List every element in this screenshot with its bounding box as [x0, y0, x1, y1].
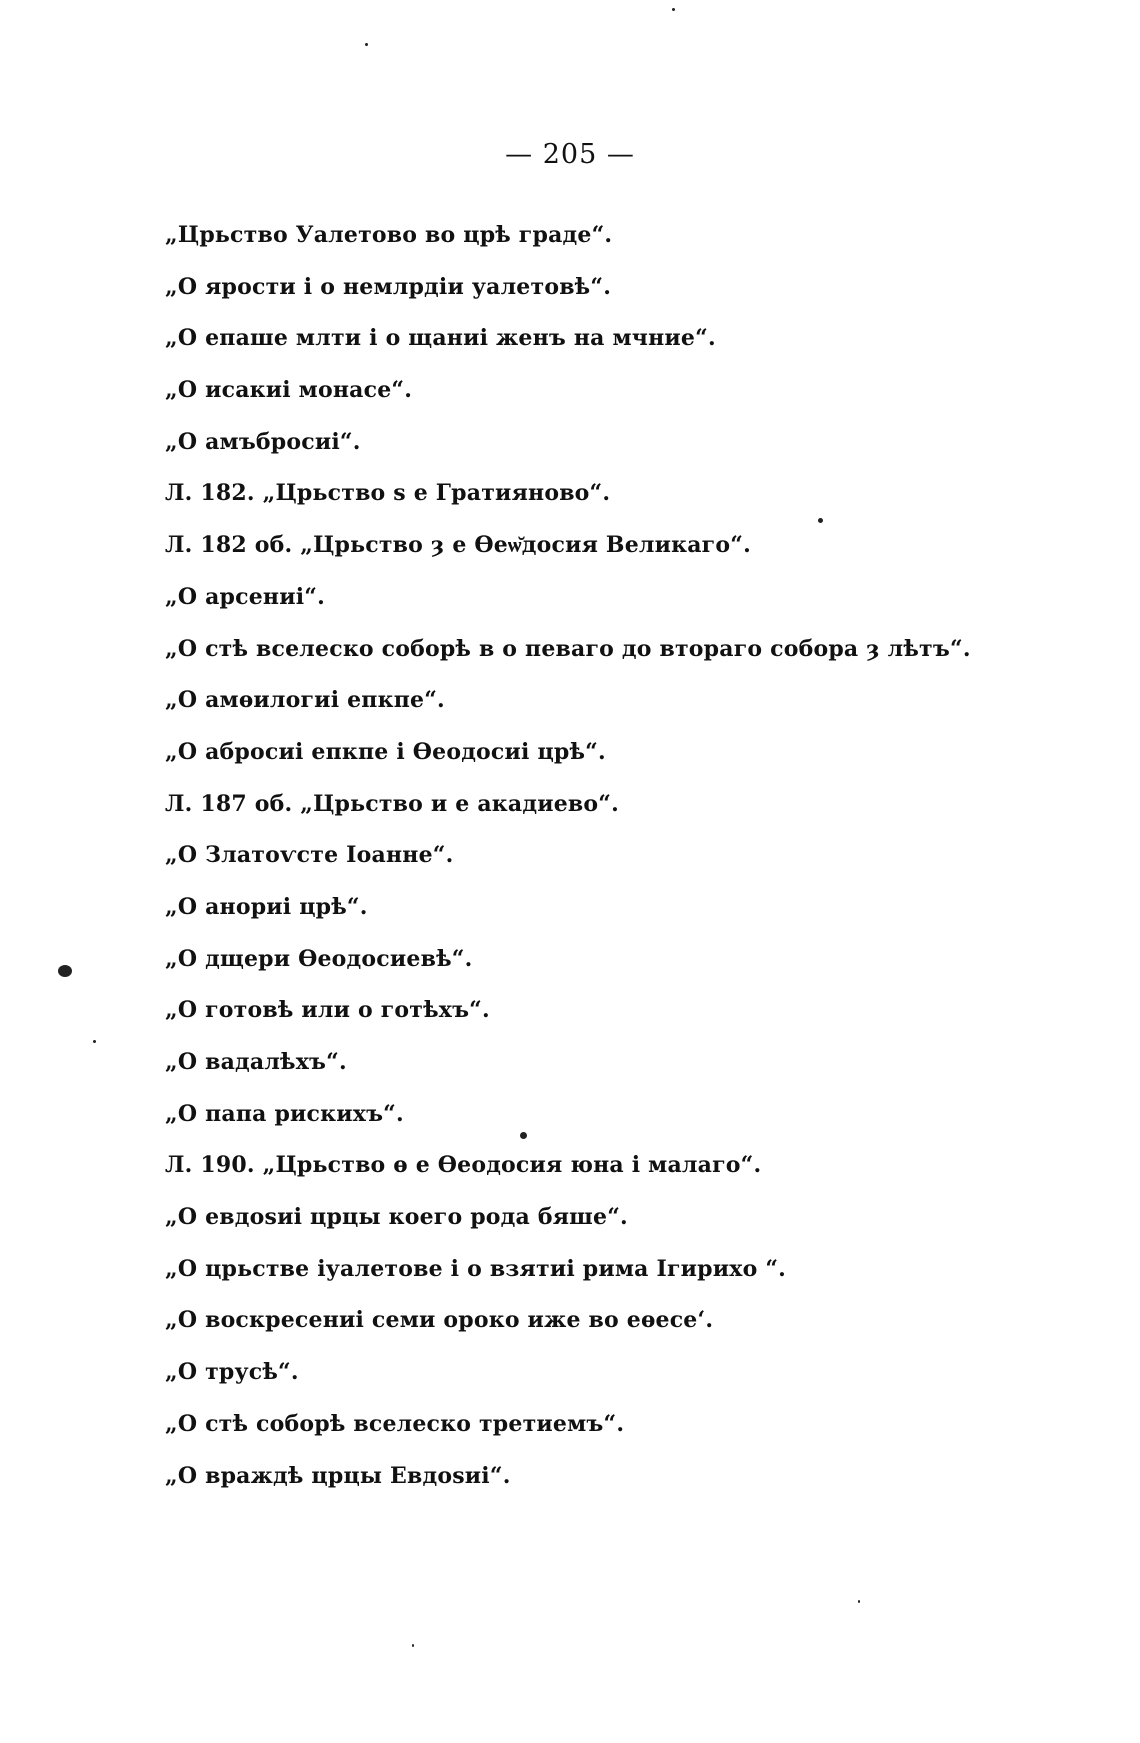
text-line: „О ярости і о немлрдіи уалетовѣ“. — [165, 273, 612, 300]
text-line: „О анориі црѣ“. — [165, 893, 368, 920]
text-line: „О враждѣ црцы Евдоѕиі“. — [165, 1462, 511, 1489]
text-line: „О вадалѣхъ“. — [165, 1049, 347, 1075]
text-lines — [165, 210, 1065, 1502]
text-line: „О стѣ вселеско соборѣ в о певаго до втораго собора ȝ лѣтъ“. — [165, 635, 971, 662]
ink-speck — [818, 518, 823, 523]
text-line: „Црьство Уалетово во црѣ граде“. — [165, 222, 613, 248]
text-line: „О арсениі“. — [165, 583, 325, 610]
ink-speck — [520, 1132, 527, 1139]
ink-speck — [365, 43, 368, 46]
text-line: „О папа рискихъ“. — [165, 1100, 404, 1127]
text-line: „О Златоѵсте Іоанне“. — [165, 842, 454, 869]
ink-speck — [858, 1600, 860, 1603]
text-line: Л. 190. „Црьство ѳ е Ѳеодосия юна і малаго“. — [165, 1152, 762, 1179]
text-line: „О евдоѕиі црцы коего рода бяше“. — [165, 1204, 628, 1231]
text-line: „О готовѣ или о готѣхъ“. — [165, 997, 490, 1024]
ink-speck — [672, 8, 675, 11]
text-line: „О амъбросиі“. — [165, 428, 361, 455]
text-line: Л. 187 об. „Црьство и е акадиево“. — [165, 790, 619, 817]
text-line: „О воскресениі семи ороко иже во еѳесе‘. — [165, 1307, 714, 1334]
text-line: „О епаше млти і о щаниі женъ на мчние“. — [165, 325, 716, 352]
text-line: „О трусѣ“. — [165, 1359, 299, 1386]
ink-speck — [412, 1644, 414, 1647]
text-line: „О стѣ соборѣ вселеско третиемъ“. — [165, 1410, 625, 1437]
ink-speck — [93, 1040, 96, 1043]
page-number: — 205 — — [505, 139, 635, 170]
text-line: „О дщери Ѳеодосиевѣ“. — [165, 945, 473, 972]
text-line: „О црьстве іуалетове і о взятиі рима Ігирихо “. — [165, 1255, 787, 1282]
text-line: „О амѳилогиі епкпе“. — [165, 687, 445, 714]
text-line: Л. 182. „Црьство ѕ е Гратияново“. — [165, 480, 611, 507]
text-line: „О исакиі монасе“. — [165, 377, 413, 404]
text-line: Л. 182 об. „Црьство ȝ е Ѳеѡ̆досия Великаго“. — [165, 532, 751, 559]
text-line: „О абросиі епкпе і Ѳеодосиі црѣ“. — [165, 738, 606, 765]
ink-blot — [58, 965, 72, 977]
